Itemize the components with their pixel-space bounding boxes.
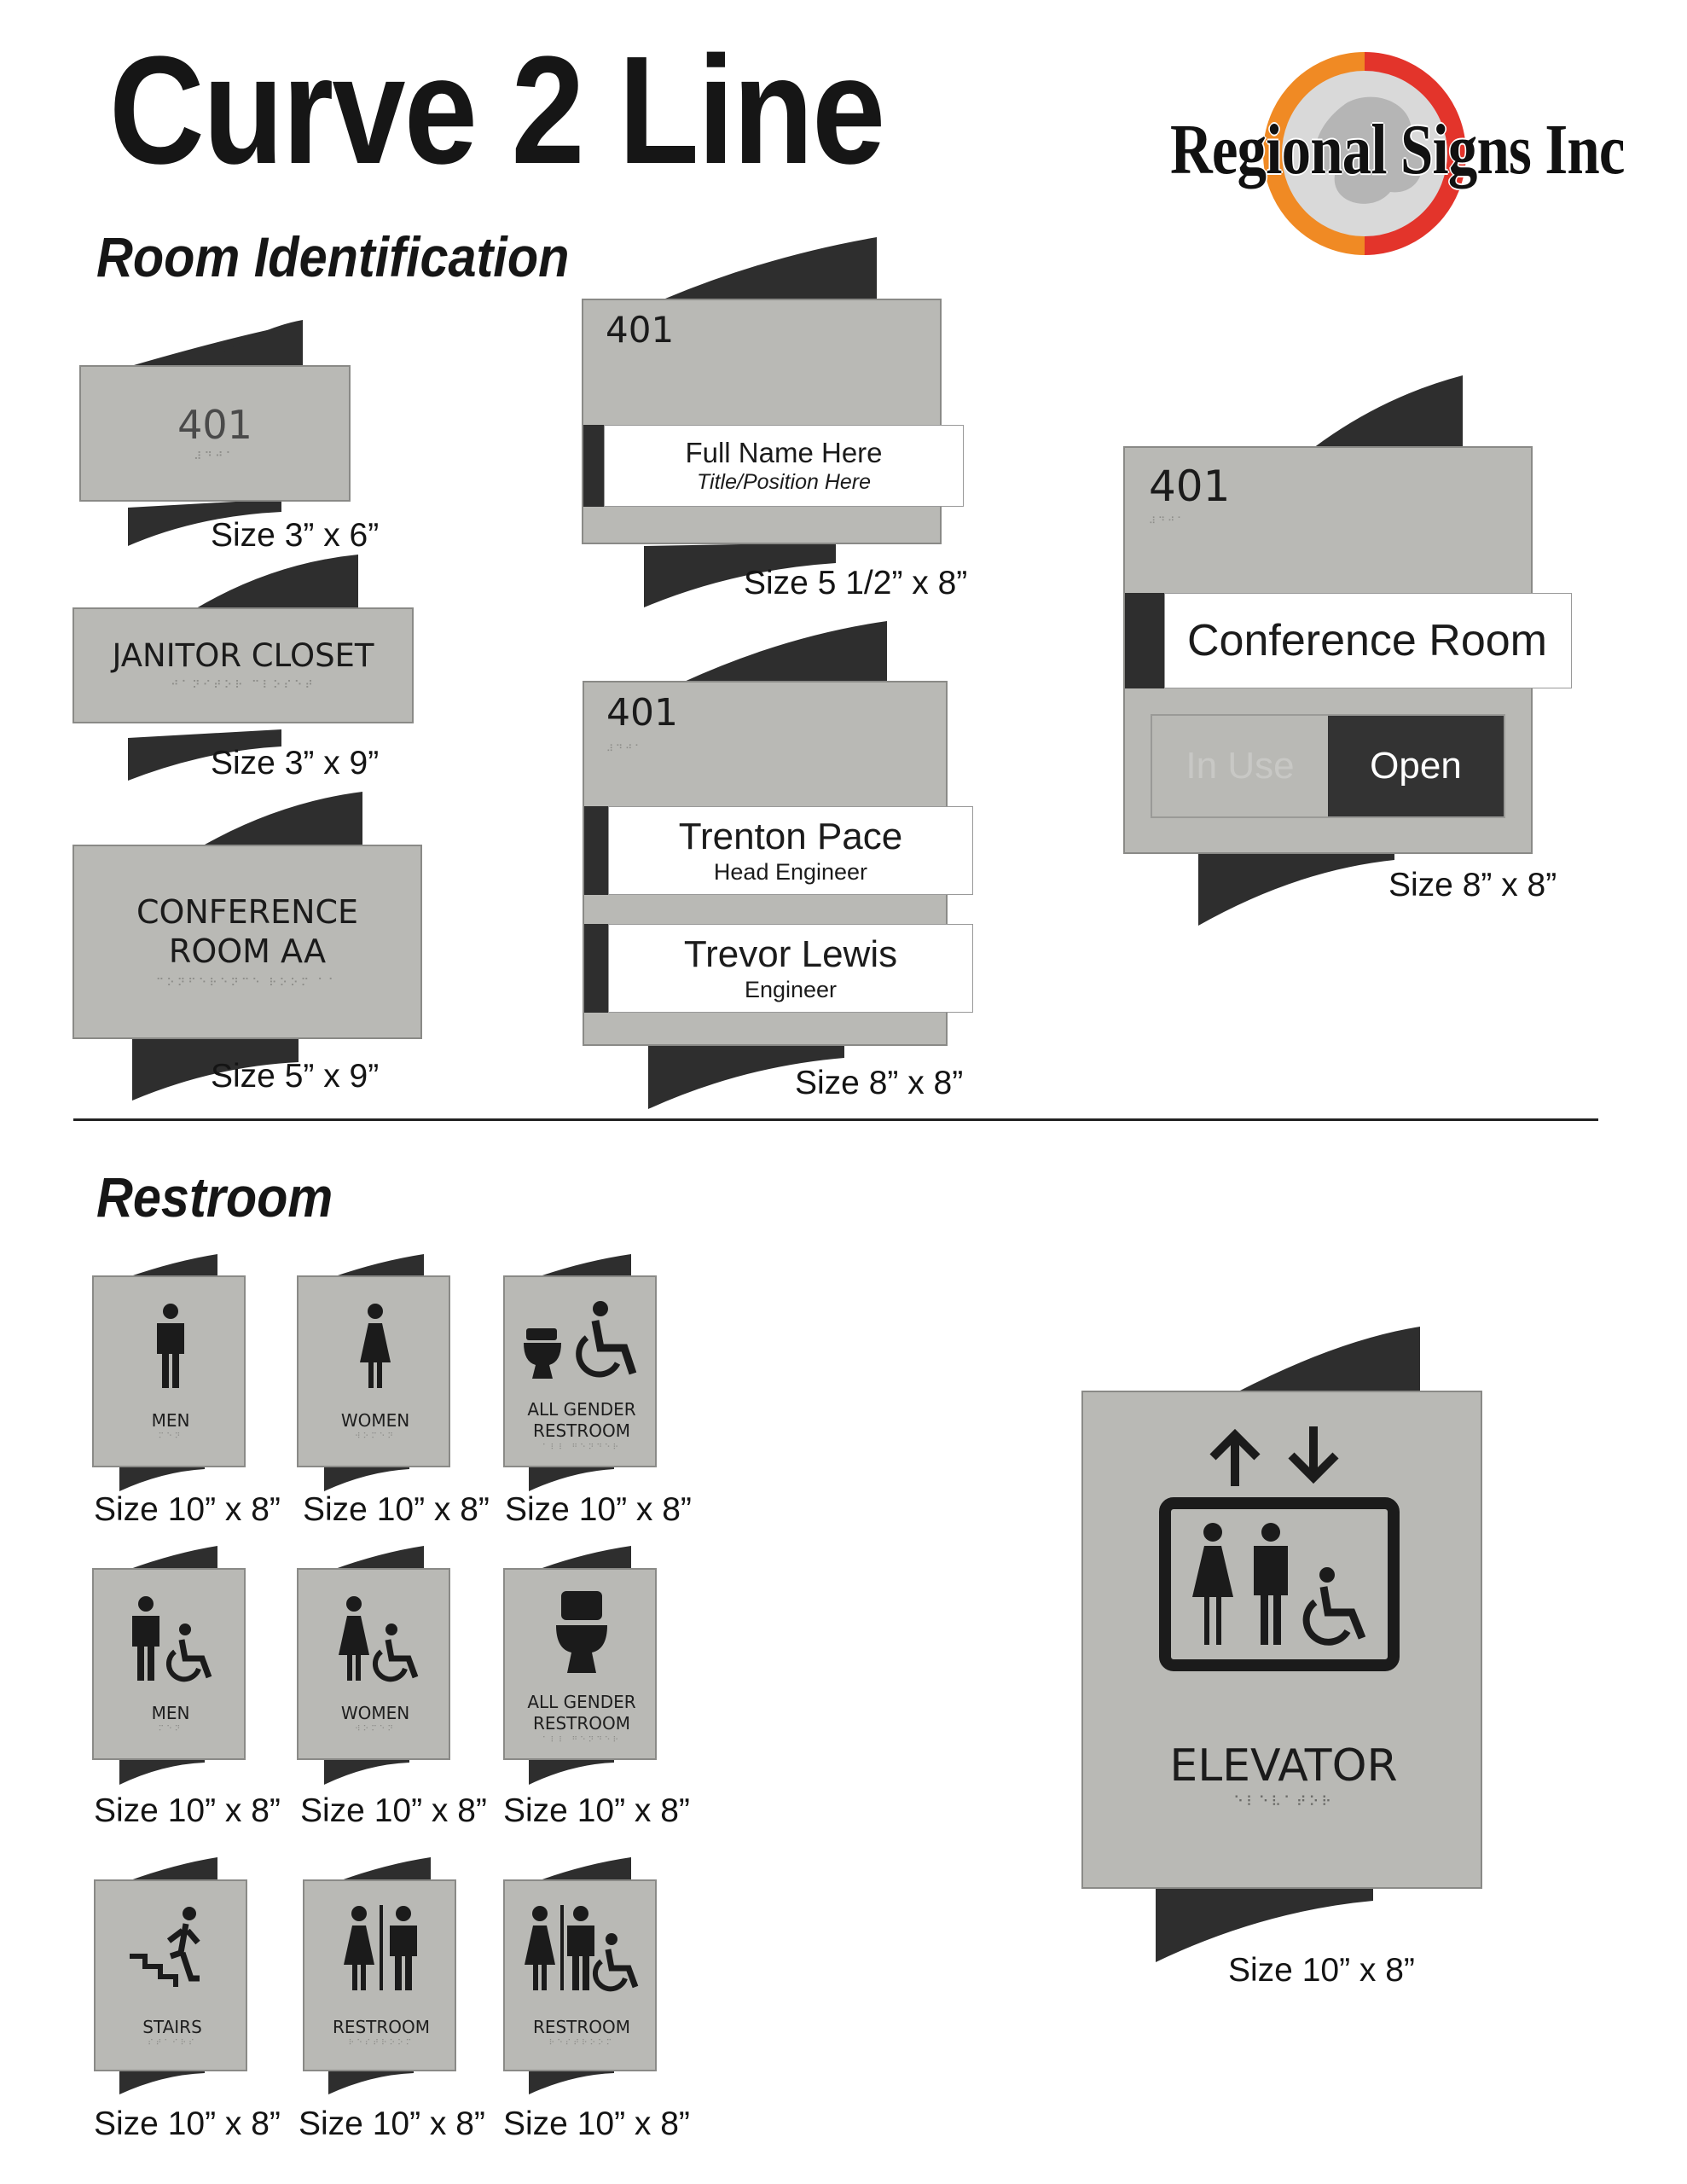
braille-dots: ⠗⠑⠎⠞⠗⠕⠕⠍ — [348, 2039, 415, 2048]
stairs-icon — [130, 1905, 215, 1990]
sign-label: WOMEN — [340, 1410, 410, 1431]
size-label: Size 3” x 9” — [211, 745, 380, 781]
sign-text: JANITOR CLOSET — [112, 637, 374, 674]
sign-line-2: ROOM AA — [168, 932, 327, 970]
braille-dots: ⠺⠕⠍⠑⠝ — [355, 1432, 396, 1441]
sign-label: MEN — [151, 1703, 190, 1723]
size-label: Size 10” x 8” — [503, 1792, 690, 1829]
size-label: Size 8” x 8” — [795, 1065, 964, 1101]
room-number: 401 — [606, 691, 678, 735]
sign-restroom-accessible — [503, 1879, 657, 2071]
section-heading-room-identification: Room Identification — [96, 225, 570, 288]
braille-dots: ⠼⠙⠚⠁ — [606, 743, 645, 754]
braille-dots: ⠎⠞⠁⠊⠗⠎ — [148, 2039, 197, 2048]
insert-name: Trenton Pace — [678, 815, 903, 857]
size-label: Size 10” x 8” — [94, 2106, 281, 2142]
size-label: Size 5” x 9” — [211, 1058, 380, 1095]
sign-label: ALL GENDER — [527, 1692, 636, 1712]
braille-dots: ⠗⠑⠎⠞⠗⠕⠕⠍ — [548, 2039, 615, 2048]
room-name-insert[interactable] — [1164, 593, 1572, 688]
size-label: Size 3” x 6” — [211, 517, 380, 554]
insert-name: Trevor Lewis — [683, 932, 898, 975]
slot-edge — [584, 924, 608, 1013]
section-heading-restroom: Restroom — [96, 1165, 333, 1228]
sign-room-number-3x6 — [79, 365, 351, 502]
sign-all-gender — [503, 1568, 657, 1760]
sign-label: RESTROOM — [332, 2017, 431, 2037]
slider-in-use-label: In Use — [1186, 745, 1295, 787]
size-label: Size 10” x 8” — [94, 1792, 281, 1829]
braille-dots: ⠼⠙⠚⠁ — [193, 450, 237, 463]
room-number: 401 — [1149, 462, 1231, 511]
braille-dots: ⠚⠁⠝⠊⠞⠕⠗ ⠉⠇⠕⠎⠑⠞ — [171, 679, 316, 692]
sign-janitor-closet — [72, 607, 414, 723]
slot-edge — [584, 806, 608, 895]
man-wheelchair-icon — [132, 1595, 217, 1681]
sign-name-plate-5-5x8 — [582, 299, 942, 544]
sign-conference-room-slider — [1123, 446, 1547, 854]
braille-dots: ⠼⠙⠚⠁ — [1149, 515, 1187, 526]
size-label: Size 10” x 8” — [503, 2106, 690, 2142]
name-insert-1[interactable] — [608, 806, 973, 895]
sign-directory-8x8 — [583, 681, 948, 1046]
sign-men-accessible — [92, 1568, 246, 1760]
braille-dots: ⠍⠑⠝ — [158, 1432, 183, 1441]
slider-open-label: Open — [1370, 745, 1462, 787]
sign-all-gender-accessible — [503, 1275, 657, 1467]
size-label: Size 8” x 8” — [1388, 867, 1557, 903]
man-icon — [154, 1303, 188, 1388]
braille-dots: ⠑⠇⠑⠧⠁⠞⠕⠗ — [1233, 1793, 1334, 1809]
sign-label: RESTROOM — [532, 2017, 631, 2037]
size-label: Size 10” x 8” — [94, 1491, 281, 1528]
woman-icon — [357, 1303, 394, 1388]
insert-name: Full Name Here — [685, 437, 883, 468]
toilet-wheelchair-icon — [522, 1298, 641, 1384]
slot-edge — [1125, 593, 1164, 688]
toilet-icon — [556, 1591, 607, 1676]
sign-line-1: CONFERENCE — [136, 892, 359, 931]
sign-label: ALL GENDER — [527, 1399, 636, 1420]
in-use-slider[interactable] — [1151, 714, 1505, 818]
sign-women — [297, 1275, 450, 1467]
braille-dots: ⠺⠕⠍⠑⠝ — [355, 1725, 396, 1734]
name-insert-2[interactable] — [608, 924, 973, 1013]
slot-edge — [583, 425, 604, 507]
room-name: Conference Room — [1187, 616, 1547, 665]
size-label: Size 10” x 8” — [1228, 1952, 1415, 1989]
braille-dots: ⠁⠇⠇ ⠛⠑⠝⠙⠑⠗ — [542, 1443, 622, 1452]
name-insert[interactable] — [604, 425, 964, 507]
braille-dots: ⠁⠇⠇ ⠛⠑⠝⠙⠑⠗ — [542, 1736, 622, 1745]
sign-label: ELEVATOR — [1169, 1740, 1398, 1792]
sign-men — [92, 1275, 246, 1467]
sign-stairs — [94, 1879, 247, 2071]
braille-dots: ⠍⠑⠝ — [158, 1725, 183, 1734]
elevator-icon — [1160, 1426, 1416, 1674]
company-logo-text: Regional Signs Inc — [1170, 110, 1625, 189]
sign-label: STAIRS — [142, 2017, 202, 2037]
section-divider — [73, 1118, 1598, 1121]
sign-label: MEN — [151, 1410, 190, 1431]
slider-in-use — [1152, 716, 1328, 816]
sign-conference-room-aa — [72, 845, 422, 1039]
sign-restroom — [303, 1879, 456, 2071]
restroom-wheelchair-icon — [526, 1905, 646, 1990]
slider-open — [1328, 716, 1504, 816]
size-label: Size 10” x 8” — [505, 1491, 692, 1528]
insert-title: Head Engineer — [713, 858, 868, 885]
sign-label-2: RESTROOM — [532, 1420, 631, 1441]
page-title: Curve 2 Line — [109, 25, 884, 196]
sign-label-2: RESTROOM — [532, 1713, 631, 1734]
insert-title: Engineer — [744, 976, 838, 1002]
size-label: Size 5 1/2” x 8” — [744, 565, 968, 601]
size-label: Size 10” x 8” — [300, 1792, 487, 1829]
woman-wheelchair-icon — [337, 1595, 422, 1681]
size-label: Size 10” x 8” — [299, 2106, 485, 2142]
braille-dots: ⠉⠕⠝⠋⠑⠗⠑⠝⠉⠑ ⠗⠕⠕⠍ ⠁⠁ — [155, 976, 339, 990]
insert-title: Title/Position Here — [696, 470, 872, 494]
sign-elevator — [1081, 1391, 1482, 1889]
restroom-icon — [345, 1905, 417, 1990]
size-label: Size 10” x 8” — [303, 1491, 490, 1528]
sign-women-accessible — [297, 1568, 450, 1760]
room-number: 401 — [606, 309, 675, 351]
sign-label: WOMEN — [340, 1703, 410, 1723]
room-number: 401 — [177, 401, 252, 448]
